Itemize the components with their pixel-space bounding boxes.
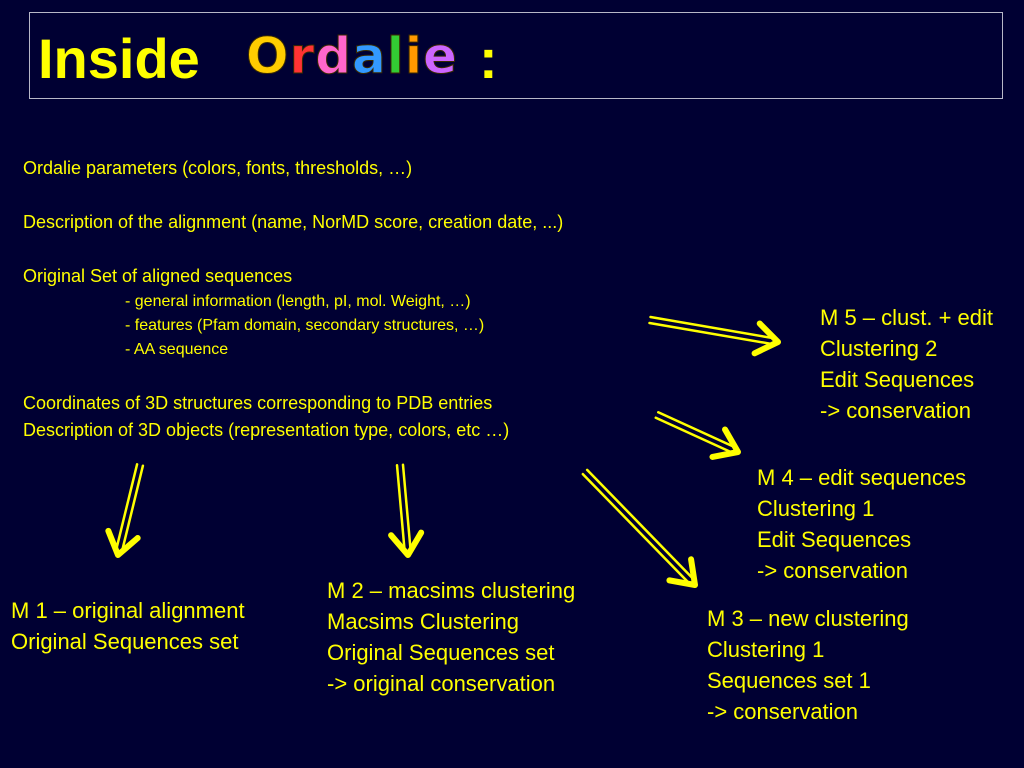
mode-m1-line: Original Sequences set xyxy=(11,629,239,654)
mode-m4 xyxy=(757,462,966,586)
logo-letter: e xyxy=(423,27,458,85)
arrow-to-m3 xyxy=(583,470,695,585)
arrow-to-m5 xyxy=(649,317,778,353)
mode-m1 xyxy=(11,595,245,657)
arrow-to-m1 xyxy=(108,464,143,555)
content-parameters: Ordalie parameters (colors, fonts, thresholds, …) xyxy=(23,158,413,178)
mode-m5-title: M 5 – clust. + edit xyxy=(820,305,994,330)
mode-m2-line: Original Sequences set xyxy=(327,640,555,665)
mode-m3 xyxy=(707,603,909,727)
mode-m2-line: Macsims Clustering xyxy=(327,609,519,634)
logo-letter: l xyxy=(386,27,405,85)
mode-m5-line: -> conservation xyxy=(820,398,972,423)
logo-letter: d xyxy=(315,27,352,85)
mode-m2-title: M 2 – macsims clustering xyxy=(327,578,576,603)
content-3d-coordinates: Coordinates of 3D structures corresponding to PDB entries xyxy=(23,393,493,413)
arrow-to-m4 xyxy=(656,412,738,457)
mode-m4-title: M 4 – edit sequences xyxy=(757,465,967,490)
mode-m2 xyxy=(327,575,575,699)
logo-letter: O xyxy=(246,27,290,85)
mode-m4-line: Clustering 1 xyxy=(757,496,875,521)
mode-m5-line: Edit Sequences xyxy=(820,367,975,392)
logo-letter: i xyxy=(404,27,424,85)
mode-m4-line: Edit Sequences xyxy=(757,527,912,552)
logo-letter: r xyxy=(289,27,316,85)
mode-m4-line: -> conservation xyxy=(757,558,909,583)
title-prefix: Inside xyxy=(38,27,200,90)
mode-m3-line: -> conservation xyxy=(707,699,859,724)
mode-m3-title: M 3 – new clustering xyxy=(707,606,909,631)
arrow-to-m2 xyxy=(391,465,421,555)
mode-m5 xyxy=(820,302,993,426)
mode-m3-line: Sequences set 1 xyxy=(707,668,871,693)
logo-letter: a xyxy=(351,27,387,85)
mode-m1-title: M 1 – original alignment xyxy=(11,598,245,623)
content-original-set: Original Set of aligned sequences xyxy=(23,266,293,286)
content-3d-objects: Description of 3D objects (representation type, colors, etc …) xyxy=(23,420,510,440)
mode-m3-line: Clustering 1 xyxy=(707,637,825,662)
content-alignment-description: Description of the alignment (name, NorMD score, creation date, ...) xyxy=(23,212,564,232)
content-aa-sequence: - AA sequence xyxy=(125,341,229,358)
content-general-info: - general information (length, pI, mol. Weight, …) xyxy=(125,293,471,310)
content-features: - features (Pfam domain, secondary structures, …) xyxy=(125,317,485,334)
title-colon: : xyxy=(479,27,498,90)
mode-m5-line: Clustering 2 xyxy=(820,336,938,361)
mode-m2-line: -> original conservation xyxy=(327,671,556,696)
